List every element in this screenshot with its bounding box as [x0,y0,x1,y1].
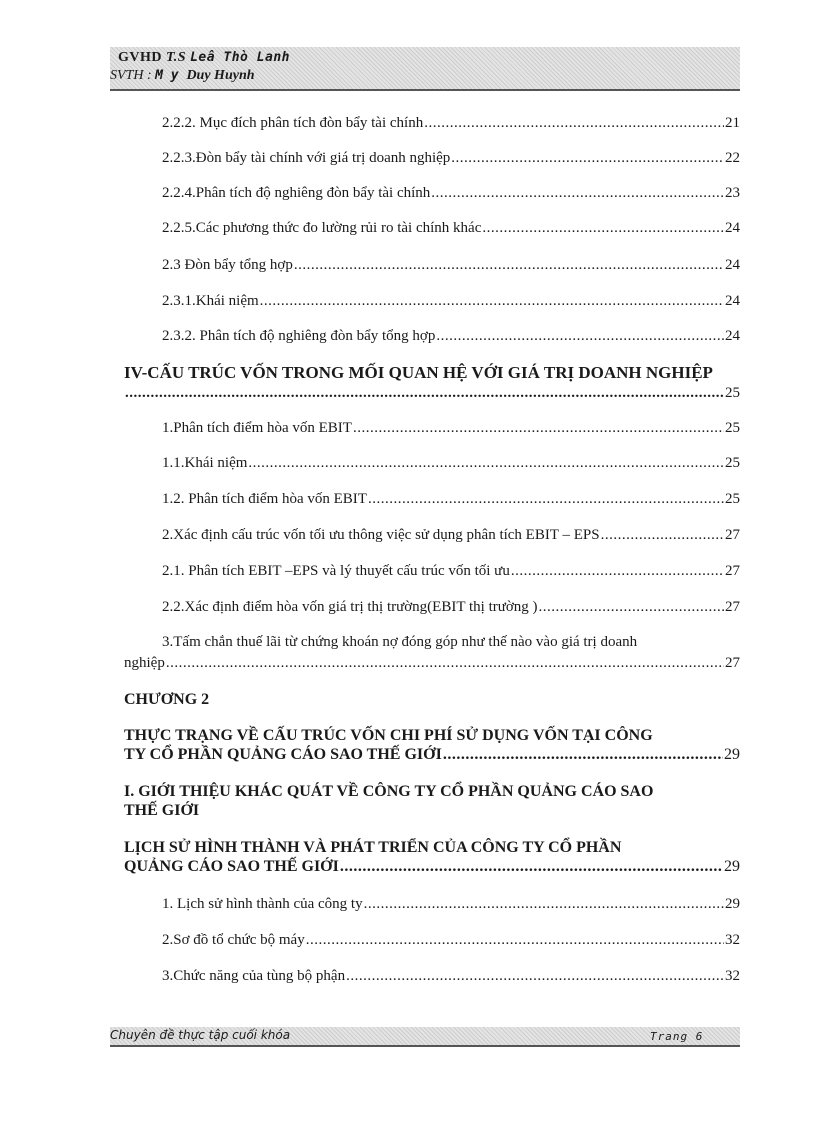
toc-page-number: 24 [725,220,740,236]
toc-entry-title: 2.3 Đòn bẩy tổng hợp [162,257,293,273]
toc-heading-line: TY CỔ PHẦN QUẢNG CÁO SAO THẾ GIỚI [124,746,442,763]
toc-heading-line: I. GIỚI THIỆU KHÁC QUÁT VỀ CÔNG TY CỔ PHẦN QUẢNG CÁO SAO [124,783,654,800]
toc-leader-dots [601,526,724,544]
toc-section-heading[interactable] [124,362,740,404]
toc-entry-title: 2.1. Phân tích EBIT –EPS và lý thuyết cấu trúc vốn tối ưu [162,563,510,579]
toc-page-number: 27 [725,527,740,543]
toc-leader-dots [368,490,724,508]
toc-leader-dots [511,562,724,580]
toc-entry-title: 2.Sơ đồ tổ chức bộ máy [162,932,305,948]
svth-name: Duy Huynh [186,68,255,83]
page-number: Trang 6 [650,1030,704,1043]
toc-entry[interactable] [162,419,740,437]
toc-entry[interactable] [162,562,740,580]
page-footer [110,1027,740,1047]
toc-entry-title: 2.3.1.Khái niệm [162,293,259,309]
toc-page-number: 27 [725,655,740,671]
toc-entry[interactable] [162,526,740,544]
toc-entry[interactable] [124,632,740,674]
toc-page-number: 25 [725,491,740,507]
toc-entry[interactable] [162,149,740,167]
toc-leader-dots [294,256,724,274]
toc-leader-dots [451,149,724,167]
toc-leader-dots [353,419,724,437]
toc-entry-title: 2.Xác định cấu trúc vốn tối ưu thông việc sử dụng phân tích EBIT – EPS [162,527,600,543]
toc-entry-title: 1.Phân tích điểm hòa vốn EBIT [162,420,352,436]
toc-entry-title: 2.3.2. Phân tích độ nghiêng đòn bẩy tổng hợp [162,328,436,344]
toc-page-number: 29 [725,896,740,912]
toc-page-number: 32 [725,968,740,984]
svth-mono: M y [155,68,187,83]
toc-entry-title: 2.2.4.Phân tích độ nghiêng đòn bẩy tài chính [162,185,431,201]
toc-page-number: 29 [724,746,740,763]
toc-entry-title: 1.2. Phân tích điểm hòa vốn EBIT [162,491,367,507]
toc-entry-title: 2.2.2. Mục đích phân tích đòn bẩy tài chính [162,115,424,131]
toc-page-number: 21 [725,115,740,131]
toc-section-heading[interactable] [124,838,740,876]
toc-entry[interactable] [162,292,740,310]
toc-leader-dots [340,857,723,876]
gvhd-prefix: T.S [166,50,191,65]
toc-page-number: 32 [725,932,740,948]
toc-entry[interactable] [162,184,740,202]
toc-leader-dots [539,598,724,616]
toc-entry-title: 2.2.Xác định điểm hòa vốn giá trị thị trường(EBIT thị trường ) [162,599,538,615]
toc-page-number: 27 [725,563,740,579]
toc-heading-line: QUẢNG CÁO SAO THẾ GIỚI [124,858,339,875]
toc-entry-title: 1.1.Khái niệm [162,455,248,471]
chapter-heading: CHƯƠNG 2 [124,691,210,708]
toc-section-title: IV-CẤU TRÚC VỐN TRONG MỐI QUAN HỆ VỚI GIÁ TRỊ DOANH NGHIỆP [124,363,713,382]
toc-entry[interactable] [162,931,740,949]
toc-page-number: 24 [725,257,740,273]
toc-leader-dots [436,327,724,345]
toc-entry[interactable] [162,114,740,132]
footer-title: Chuyên đề thực tập cuối khóa [110,1028,291,1042]
toc-entry-title: 2.2.3.Đòn bẩy tài chính với giá trị doanh nghiệp [162,150,451,166]
toc-entry-title: 3.Tấm chắn thuế lãi từ chứng khoán nợ đóng góp như thế nào vào giá trị doanh [162,634,638,650]
toc-entry[interactable] [162,327,740,345]
toc-leader-dots [166,653,724,674]
toc-leader-dots [248,454,724,472]
toc-page-number: 25 [725,385,740,401]
toc-leader-dots [260,292,724,310]
toc-page-number: 27 [725,599,740,615]
toc-page-number: 29 [724,858,740,875]
toc-leader-dots [346,967,724,985]
toc-entry-title: 1. Lịch sử hình thành của công ty [162,896,363,912]
gvhd-label: GVHD [118,50,166,65]
toc-heading-line: LỊCH SỬ HÌNH THÀNH VÀ PHÁT TRIỂN CỦA CÔNG TY CỔ PHẦN [124,839,622,856]
toc-page-number: 23 [725,185,740,201]
toc-heading-line: THẾ GIỚI [124,802,200,819]
toc-entry[interactable] [162,219,740,237]
toc-entry[interactable] [162,454,740,472]
svth-label: SVTH : [110,68,156,83]
toc-entry[interactable] [162,895,740,913]
gvhd-name: Leâ Thò Lanh [190,50,290,65]
toc-leader-dots [431,184,724,202]
toc-entry[interactable] [162,490,740,508]
toc-page-number: 25 [725,455,740,471]
toc-leader-dots [443,745,723,764]
toc-entry-title-cont: nghiệp [124,655,165,671]
toc-section-heading[interactable] [124,782,740,820]
toc-heading-line: THỰC TRẠNG VỀ CẤU TRÚC VỐN CHI PHÍ SỬ DỤNG VỐN TẠI CÔNG [124,727,653,744]
toc-entry[interactable] [162,967,740,985]
toc-leader-dots [482,219,724,237]
toc-leader-dots [424,114,724,132]
toc-chapter-entry[interactable] [124,726,740,764]
toc-page-number: 24 [725,328,740,344]
toc-page-number: 25 [725,420,740,436]
toc-page-number: 24 [725,293,740,309]
toc-leader-dots [306,931,724,949]
toc-leader-dots [364,895,724,913]
toc-page-number: 22 [725,150,740,166]
toc-entry[interactable] [162,598,740,616]
toc-entry-title: 2.2.5.Các phương thức đo lường rủi ro tài chính khác [162,220,482,236]
toc-entry-title: 3.Chức năng của tùng bộ phận [162,968,346,984]
toc-leader-dots [125,383,724,404]
toc-entry[interactable] [162,256,740,274]
